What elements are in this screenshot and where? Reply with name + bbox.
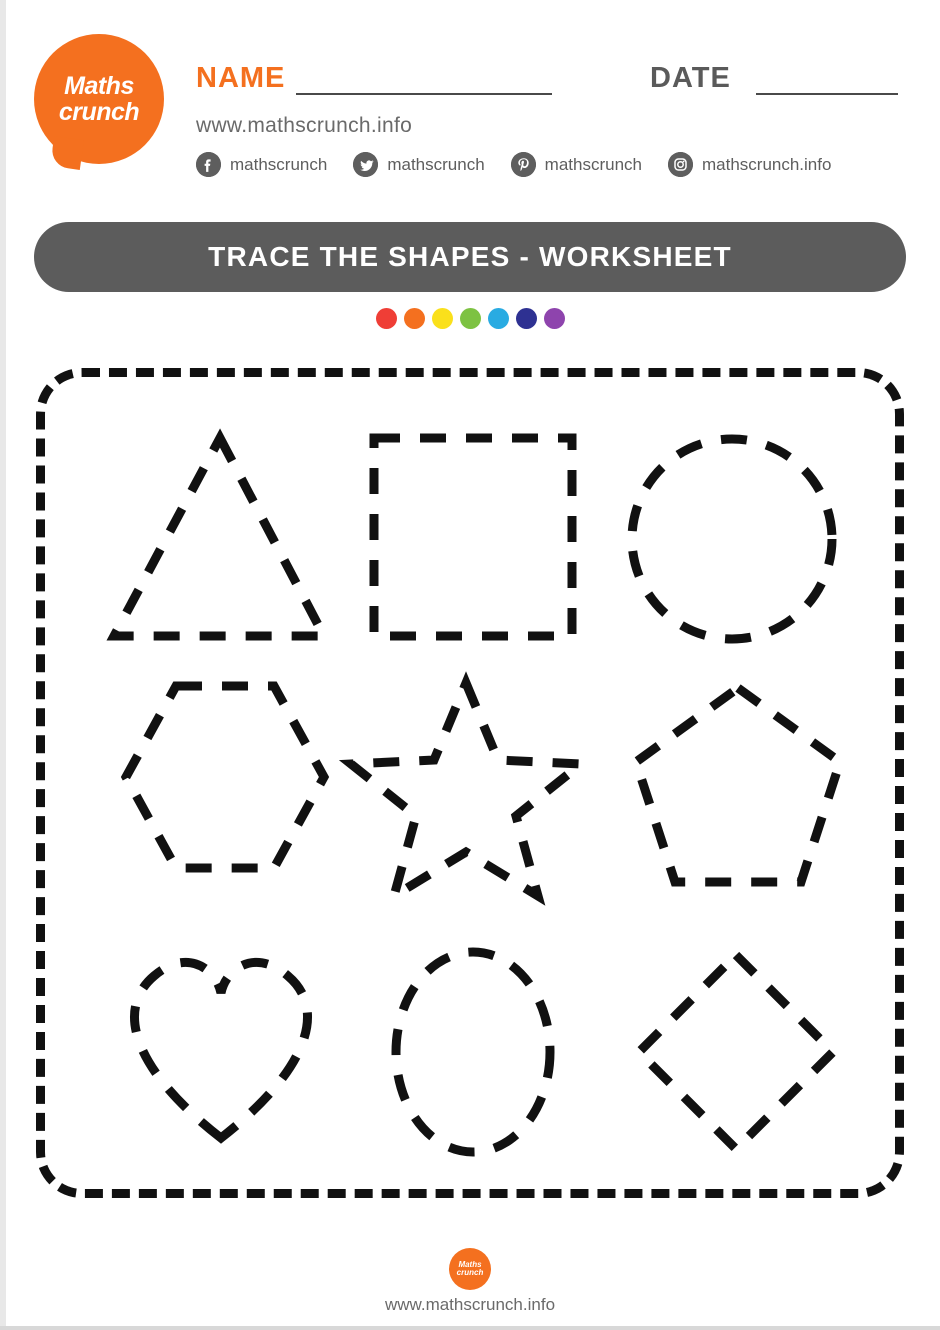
name-field-label: NAME <box>196 62 286 94</box>
pinterest-handle: mathscrunch <box>544 154 642 174</box>
brand-logo <box>34 34 164 164</box>
shape-circle <box>632 439 832 639</box>
shape-hexagon <box>126 686 324 868</box>
color-dot-3 <box>432 308 453 329</box>
instagram-handle: mathscrunch.info <box>701 154 832 174</box>
social-links <box>196 152 831 177</box>
footer-brand-logo <box>449 1248 491 1290</box>
name-write-line[interactable] <box>296 93 552 95</box>
color-dot-4 <box>460 308 481 329</box>
shape-oval <box>396 952 550 1152</box>
page-header <box>0 0 940 210</box>
shape-triangle <box>114 438 324 636</box>
color-dot-1 <box>376 308 397 329</box>
shape-diamond <box>639 955 833 1149</box>
social-link-facebook[interactable] <box>196 152 327 177</box>
color-dot-row <box>0 308 940 329</box>
social-link-twitter[interactable] <box>353 152 484 177</box>
color-dot-5 <box>488 308 509 329</box>
worksheet-title-bar <box>34 222 906 292</box>
logo-wordmark <box>34 34 164 164</box>
page-footer <box>0 1248 940 1315</box>
footer-logo-line-1: Maths <box>458 1259 482 1269</box>
twitter-icon <box>353 152 378 177</box>
color-dot-2 <box>404 308 425 329</box>
date-field-label: DATE <box>650 62 731 94</box>
instagram-icon <box>668 152 693 177</box>
page-title: TRACE THE SHAPES - WORKSHEET <box>208 241 732 272</box>
shape-heart <box>134 962 307 1138</box>
tracing-shapes-area <box>36 368 904 1198</box>
logo-line-2: crunch <box>58 98 140 126</box>
social-link-pinterest[interactable] <box>511 152 642 177</box>
twitter-handle: mathscrunch <box>387 154 485 174</box>
shape-pentagon <box>636 688 840 882</box>
footer-logo-line-2: crunch <box>456 1268 484 1277</box>
date-write-line[interactable] <box>756 93 898 95</box>
facebook-icon <box>196 152 221 177</box>
color-dot-7 <box>544 308 565 329</box>
shape-square <box>374 438 572 636</box>
logo-line-1: Maths <box>64 71 134 100</box>
facebook-handle: mathscrunch <box>230 154 328 174</box>
header-website-url: www.mathscrunch.info <box>196 114 413 137</box>
page-bottom-edge <box>0 1326 940 1330</box>
pinterest-icon <box>511 152 536 177</box>
color-dot-6 <box>516 308 537 329</box>
shape-star <box>351 683 581 896</box>
footer-website-url: www.mathscrunch.info <box>384 1295 556 1314</box>
social-link-instagram[interactable] <box>668 152 831 177</box>
